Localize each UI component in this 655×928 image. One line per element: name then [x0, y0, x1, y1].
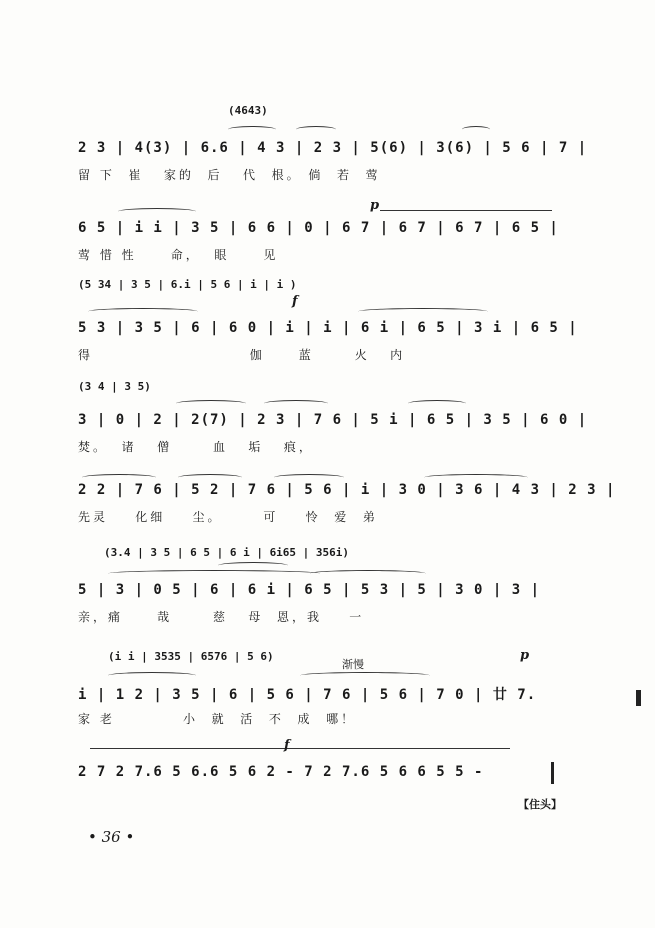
notation-line: 3 | 0 | 2 | 2(7) | 2 3 | 7 6 | 5 i | 6 5 | 3 5 | 6 0 | — [78, 412, 588, 428]
right-margin-mark — [636, 690, 641, 706]
dynamic-mark: p — [370, 198, 380, 213]
lyric-line: 焚。 诸 僧 血 垢 痕， — [78, 440, 314, 454]
tempo-mark: 渐慢 — [342, 658, 364, 671]
lyric-line: 得 伽 蓝 火 内 — [78, 348, 406, 362]
intro-phrase: (3 4 | 3 5) — [78, 380, 151, 393]
intro-phrase: (4643) — [228, 104, 268, 117]
notation-line: 6 5 | i i | 3 5 | 6 6 | 0 | 6 7 | 6 7 | 6 7 | 6 5 | — [78, 220, 559, 236]
intro-phrase: (5 34 | 3 5 | 6.i | 5 6 | i | i ) — [78, 278, 297, 291]
page-number: • 36 • — [88, 828, 135, 846]
notation-line: 2 3 | 4(3) | 6.6 | 4 3 | 2 3 | 5(6) | 3(6) | 5 6 | 7 | — [78, 140, 588, 156]
notation-line: 5 3 | 3 5 | 6 | 6 0 | i | i | 6 i | 6 5 | 3 i | 6 5 | — [78, 320, 578, 336]
end-tag: 【住头】 — [518, 798, 562, 811]
notation-line: 2 7 2 7.6 5 6.6 5 6 2 - 7 2 7.6 5 6 6 5 5 - — [78, 764, 484, 780]
dynamic-mark: f — [292, 294, 298, 309]
lyric-line: 先灵 化细 尘。 可 怜 爱 弟 — [78, 510, 378, 524]
notation-line: i | 1 2 | 3 5 | 6 | 5 6 | 7 6 | 5 6 | 7 0 | 廿 7. — [78, 687, 537, 703]
lyric-line: 亲，痛 哉 慈 母 恩，我 一 — [78, 610, 365, 624]
intro-phrase: (i i | 3535 | 6576 | 5 6) — [108, 650, 274, 663]
notation-line: 5 | 3 | 0 5 | 6 | 6 i | 6 5 | 5 3 | 5 | 3 0 | 3 | — [78, 582, 541, 598]
notation-line: 2 2 | 7 6 | 5 2 | 7 6 | 5 6 | i | 3 0 | 3 6 | 4 3 | 2 3 | — [78, 482, 616, 498]
dynamic-mark: p — [520, 648, 530, 663]
dynamic-mark: f — [284, 738, 290, 753]
lyric-line: 留 下 崔 家的 后 代 根。 倘 若 莺 — [78, 168, 381, 182]
lyric-line: 家 老 小 就 活 不 成 哪！ — [78, 712, 357, 726]
lyric-line: 莺 惜 性 命， 眼 见 — [78, 248, 279, 262]
intro-phrase: (3.4 | 3 5 | 6 5 | 6 i | 6i65 | 356i) — [104, 546, 350, 559]
